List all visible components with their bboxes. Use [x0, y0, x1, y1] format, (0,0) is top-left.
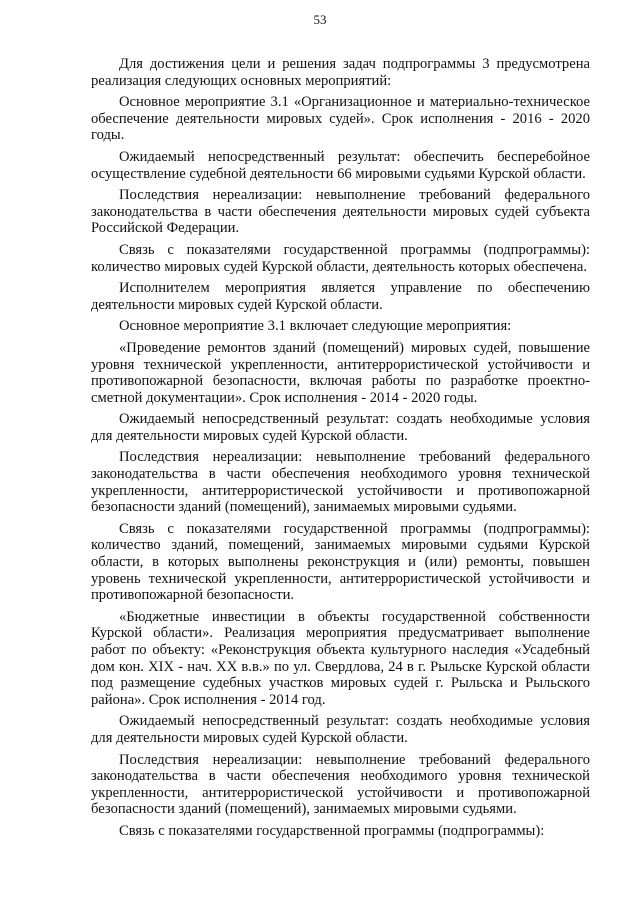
paragraph-expected-result-2: Ожидаемый непосредственный результат: создать необходимые условия для деятельности мировых судей Курской области. — [91, 411, 590, 444]
paragraph-consequences: Последствия нереализации: невыполнение требований федерального законодательства в части обеспечения деятельности мировых судей субъекта Российской Федерации. — [91, 187, 590, 237]
paragraph-includes: Основное мероприятие 3.1 включает следующие мероприятия: — [119, 318, 512, 335]
paragraph-intro: Для достижения цели и решения задач подпрограммы 3 предусмотрена реализация следующих основных мероприятий: — [91, 56, 590, 89]
paragraph-executor: Исполнителем мероприятия является управление по обеспечению деятельности мировых судей Курской области. — [91, 280, 590, 313]
paragraph-indicators-link: Связь с показателями государственной программы (подпрограммы): количество мировых судей Курской области, деятельность которых обеспечена. — [91, 241, 590, 275]
paragraph-consequences-3: Последствия нереализации: невыполнение требований федерального законодательства в части обеспечения необходимого уровня технической укрепленности, антитеррористической устойчивости и противопожарной безопасности зданий (помещений), занимаемых мировыми судьями. — [91, 751, 590, 818]
paragraph-indicators-link-2: Связь с показателями государственной программы (подпрограммы): количество зданий, помещений, занимаемых мировыми судьями Курской области, в которых выполнены реконструкция и (или) ремонты, повышен уровень технической укрепленности, антитеррористической устойчивости и противопожарной безопасности. — [91, 520, 590, 604]
paragraph-main-activity: Основное мероприятие 3.1 «Организационное и материально-техническое обеспечение деятельности мировых судей». Срок исполнения - 2016 - 2020 годы. — [91, 94, 590, 144]
paragraph-consequences-2: Последствия нереализации: невыполнение требований федерального законодательства в части обеспечения необходимого уровня технической укрепленности, антитеррористической устойчивости и противопожарной безопасности зданий (помещений), занимаемых мировыми судьями. — [91, 449, 590, 516]
paragraph-indicators-link-3: Связь с показателями государственной программы (подпрограммы): — [119, 822, 545, 839]
page-number: 53 — [313, 12, 327, 27]
paragraph-expected-result-3: Ожидаемый непосредственный результат: создать необходимые условия для деятельности мировых судей Курской области. — [91, 713, 590, 746]
paragraph-repairs: «Проведение ремонтов зданий (помещений) мировых судей, повышение уровня технической укрепленности, антитеррористической устойчивости и противопожарной безопасности, включая работы по разработке проектно-сметной документации». Срок исполнения - 2014 - 2020 годы. — [91, 339, 590, 406]
paragraph-investments: «Бюджетные инвестиции в объекты государственной собственности Курской области». Реализация мероприятия предусматривает выполнение работ по объекту: «Реконструкция объекта культурного наследия «Усадебный дом кон. XIX - нач. XX в.в.» по ул. Свердлова, 24 в г. Рыльске Курской области под размещение судебных участков мировых судей г. Рыльска и Рыльского района». Срок исполнения - 2014 год. — [91, 608, 590, 708]
paragraph-expected-result: Ожидаемый непосредственный результат: обеспечить бесперебойное осуществление судебной деятельности 66 мировыми судьями Курской области. — [91, 148, 590, 182]
document-body — [91, 56, 590, 845]
